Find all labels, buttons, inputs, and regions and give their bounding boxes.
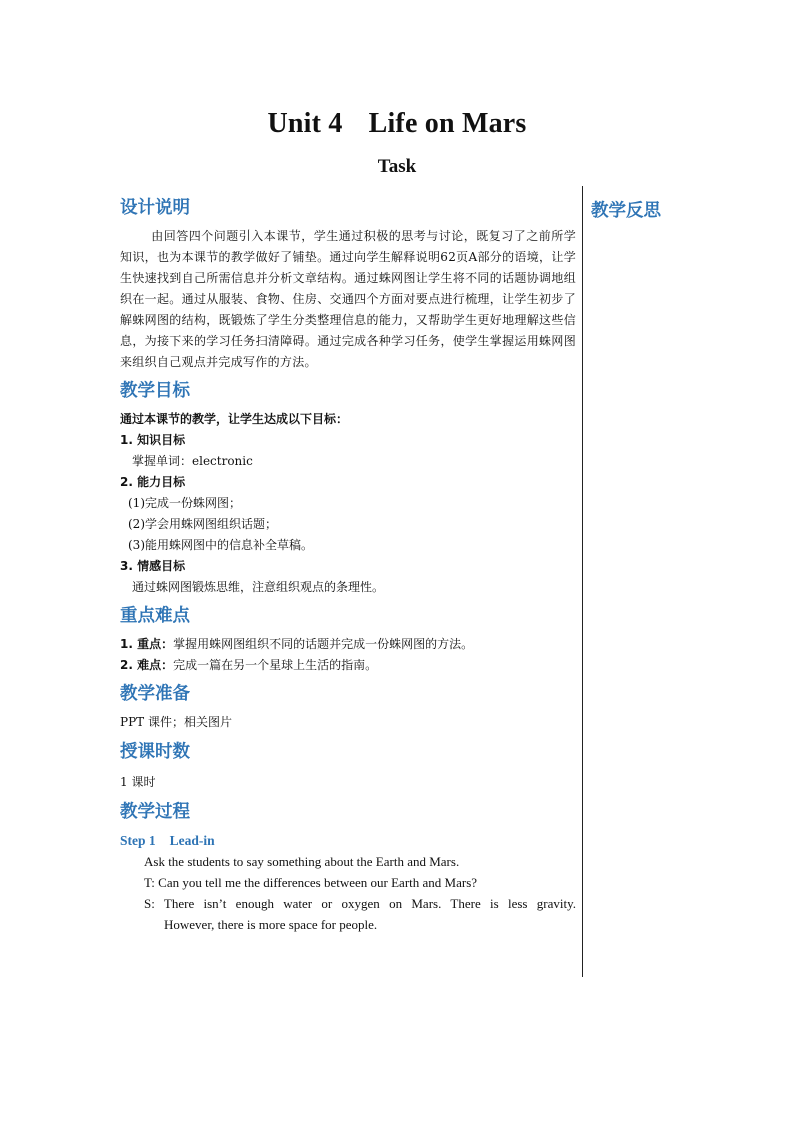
emotion-label: 3. 情感目标 [120,559,186,573]
goals-intro: 通过本课节的教学，让学生达成以下目标： [120,412,349,426]
ability-label: 2. 能力目标 [120,475,186,489]
knowledge-text: 掌握单词：electronic [132,454,253,468]
process-line: However, there is more space for people. [164,917,378,932]
ability-item: (3)能用蛛网图中的信息补全草稿。 [128,538,313,552]
ability-item: (2)学会用蛛网图组织话题； [128,517,277,531]
hours-text: 1 课时 [120,775,156,789]
prep-text: PPT 课件；相关图片 [120,715,232,729]
process-heading: 教学过程 [120,802,190,822]
document-subtitle: Task [377,156,417,177]
difficulty-label: 2. 难点： [120,658,174,672]
difficulty-text: 完成一篇在另一个星球上生活的指南。 [173,658,378,672]
process-line: T: Can you tell me the differences between our Earth and Mars? [144,875,478,890]
difficulty-line [120,655,576,676]
step-title [120,830,576,851]
reflection-heading: 教学反思 [591,201,661,221]
goals-heading: 教学目标 [120,381,190,401]
emotion-text: 通过蛛网图锻炼思维，注意组织观点的条理性。 [132,580,385,594]
knowledge-label: 1. 知识目标 [120,433,186,447]
hours-heading: 授课时数 [120,742,190,762]
design-text: 由回答四个问题引入本课节，学生通过积极的思考与讨论，既复习了之前所学知识，也为本课节的教学做好了铺垫。通过向学生解释说明62页A部分的语境，让学生快速找到自己所需信息并分析文章结构。通过蛛网图让学生将不同的话题协调地组织在一起。通过从服装、食物、住房、交通四个方面对要点进行梳理，让学生初步了解蛛网图的结构，既锻炼了学生分类整理信息的能力，又帮助学生更好地理解这些信息，为接下来的学习任务扫清障碍。通过完成各种学习任务，使学生掌握运用蛛网图来组织自己观点并完成写作的方法。 [120,229,576,369]
unit-title: Life on Mars [368,108,527,139]
step-label: Step 1 [120,833,156,848]
design-heading: 设计说明 [120,198,190,218]
focus-line [120,634,576,655]
document-title [0,108,794,140]
focus-text: 掌握用蛛网图组织不同的话题并完成一份蛛网图的方法。 [173,637,474,651]
key-points-heading: 重点难点 [120,606,190,626]
focus-label: 1. 重点： [120,637,174,651]
main-column [120,194,576,935]
ability-item: (1)完成一份蛛网图； [128,496,241,510]
unit-number: Unit 4 [267,108,343,139]
prep-heading: 教学准备 [120,684,190,704]
step-name: Lead-in [169,833,215,848]
process-line: S: There isn’t enough water or oxygen on Mars. There is less gravity. [144,896,576,911]
process-line: Ask the students to say something about the Earth and Mars. [144,854,460,869]
column-divider [582,186,583,977]
